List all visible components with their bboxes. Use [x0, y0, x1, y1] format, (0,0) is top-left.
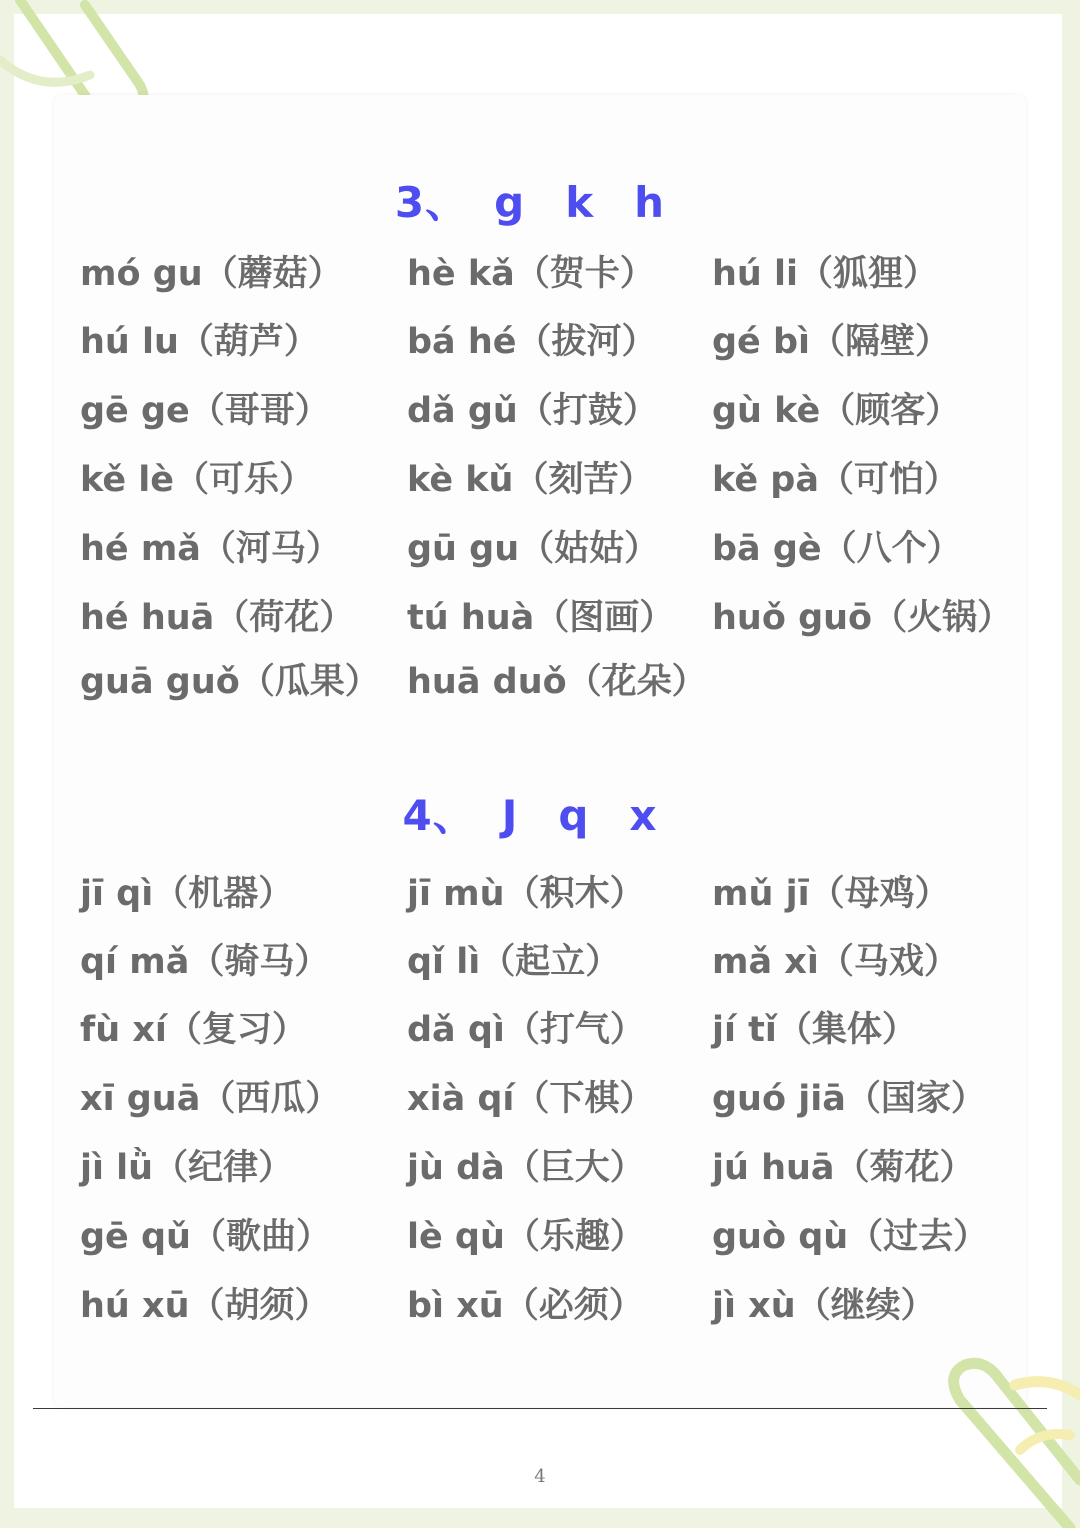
- word-entry: mǔ jī（母鸡）: [712, 874, 950, 914]
- word-row: [0, 1002, 1080, 1062]
- word-entry: jú huā（菊花）: [712, 1148, 975, 1188]
- word-entry: qí mǎ（骑马）: [80, 942, 330, 982]
- word-entry: hé huā（荷花）: [80, 598, 355, 638]
- word-row: [0, 521, 1080, 581]
- page-number: 4: [534, 1466, 546, 1487]
- word-entry: hú li（狐狸）: [712, 254, 939, 294]
- heading-letter: J: [501, 791, 519, 840]
- word-entry: guò qù（过去）: [712, 1217, 989, 1257]
- word-entry: jī qì（机器）: [80, 874, 294, 914]
- word-row: [0, 314, 1080, 374]
- word-entry: guā guǒ（瓜果）: [80, 662, 380, 702]
- word-row: [0, 866, 1080, 926]
- word-entry: kě pà（可怕）: [712, 460, 959, 500]
- word-row: [0, 1209, 1080, 1269]
- word-entry: jī mù（积木）: [407, 874, 645, 914]
- word-entry: mó gu（蘑菇）: [80, 254, 343, 294]
- word-entry: tú huà（图画）: [407, 598, 675, 638]
- section-number: 4、: [402, 791, 476, 840]
- word-entry: gū gu（姑姑）: [407, 529, 660, 569]
- paper-clip-bottom-right-icon: [920, 1340, 1080, 1528]
- word-entry: kè kǔ（刻苦）: [407, 460, 654, 500]
- word-entry: lè qù（乐趣）: [407, 1217, 645, 1257]
- word-row: [0, 1278, 1080, 1338]
- word-entry: kě lè（可乐）: [80, 460, 314, 500]
- word-entry: bā gè（八个）: [712, 529, 962, 569]
- word-row: [0, 1071, 1080, 1131]
- word-row: [0, 934, 1080, 994]
- word-entry: jí tǐ（集体）: [712, 1010, 917, 1050]
- word-entry: hú lu（葫芦）: [80, 322, 319, 362]
- word-row: [0, 246, 1080, 306]
- heading-letter: x: [629, 791, 658, 840]
- word-entry: dǎ qì（打气）: [407, 1010, 645, 1050]
- word-row: [0, 1140, 1080, 1200]
- word-entry: gē ge（哥哥）: [80, 391, 330, 431]
- word-entry: huā duǒ（花朵）: [407, 662, 707, 702]
- word-entry: gé bì（隔壁）: [712, 322, 951, 362]
- word-entry: gē qǔ（歌曲）: [80, 1217, 331, 1257]
- word-row: [0, 452, 1080, 512]
- word-entry: hè kǎ（贺卡）: [407, 254, 655, 294]
- word-row: [0, 383, 1080, 443]
- word-entry: jù dà（巨大）: [407, 1148, 645, 1188]
- word-entry: dǎ gǔ（打鼓）: [407, 391, 658, 431]
- word-entry: guó jiā（国家）: [712, 1079, 986, 1119]
- section-number: 3、: [394, 178, 469, 227]
- word-entry: mǎ xì（马戏）: [712, 942, 959, 982]
- heading-letter: q: [558, 791, 590, 840]
- word-entry: bì xū（必须）: [407, 1286, 644, 1326]
- word-entry: gù kè（顾客）: [712, 391, 961, 431]
- heading-letter: h: [634, 178, 666, 227]
- word-entry: qǐ lì（起立）: [407, 942, 621, 982]
- word-row: [0, 590, 1080, 650]
- word-entry: jì lǜ（纪律）: [80, 1148, 294, 1188]
- section-heading-gkh: [0, 170, 1080, 230]
- word-entry: jì xù（继续）: [712, 1286, 936, 1326]
- word-entry: hú xū（胡须）: [80, 1286, 330, 1326]
- heading-letter: g: [494, 178, 526, 227]
- word-entry: huǒ guō（火锅）: [712, 598, 1013, 638]
- word-row: [0, 654, 1080, 714]
- footer-divider: [33, 1408, 1047, 1409]
- heading-letter: k: [565, 178, 595, 227]
- word-entry: bá hé（拔河）: [407, 322, 657, 362]
- word-entry: hé mǎ（河马）: [80, 529, 341, 569]
- word-entry: xià qí（下棋）: [407, 1079, 655, 1119]
- word-entry: fù xí（复习）: [80, 1010, 307, 1050]
- section-heading-jqx: [0, 783, 1080, 843]
- word-entry: xī guā（西瓜）: [80, 1079, 341, 1119]
